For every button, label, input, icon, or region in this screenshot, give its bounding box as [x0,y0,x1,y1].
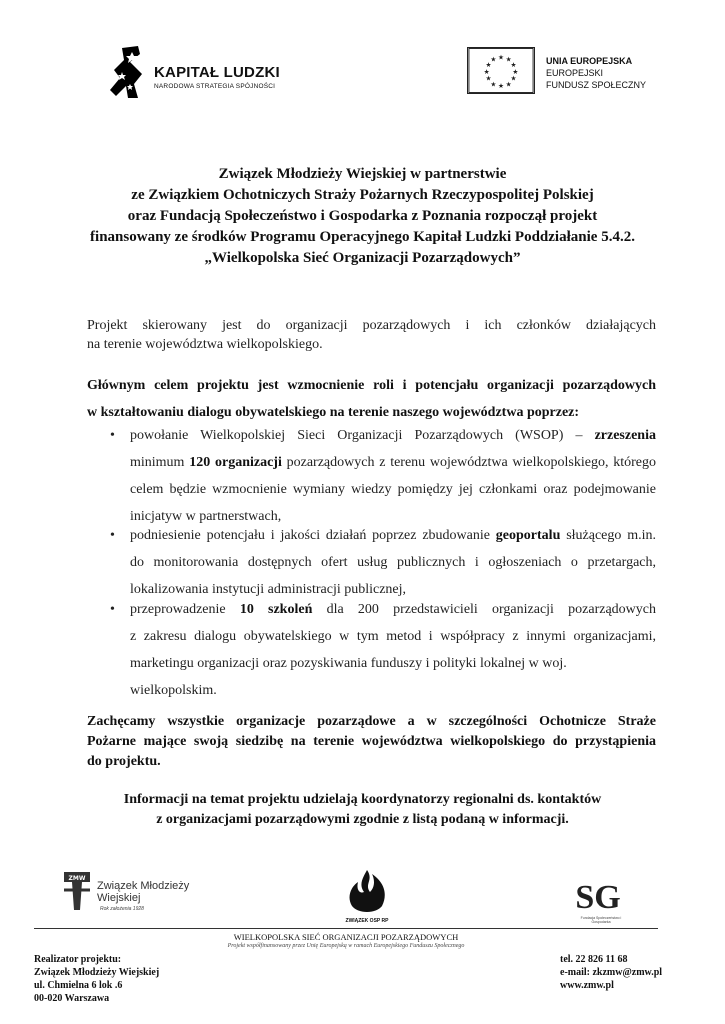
eu-line-2: EUROPEJSKI [546,68,604,78]
footer-title: WIELKOPOLSKA SIEĆ ORGANIZACJI POZARZĄDOWYCH [233,932,459,942]
goal-line: w kształtowaniu dialogu obywatelskiego na terenie naszego województwa poprzez: [87,405,580,420]
fsg-logo [571,876,637,926]
invite-paragraph [87,712,656,772]
kapital-ludzki-figure-icon [108,44,152,100]
bullet-icon: • [110,428,115,443]
address-block [34,953,159,1005]
osp-logo [334,868,400,928]
svg-text:★: ★ [512,67,519,76]
text-span: służącego m.in. [560,528,656,543]
emphasis: 120 organizacji [189,455,282,470]
fsg-mark-text: SG [575,879,621,914]
address-line: Związek Młodzieży Wiejskiej [34,967,160,978]
svg-text:★: ★ [490,55,497,64]
address-line: 00-020 Warszawa [34,993,110,1004]
svg-text:★: ★ [490,80,497,89]
address-line: Realizator projektu: [34,954,122,965]
osp-caption: ZWIĄZEK OSP RP [345,918,389,924]
text-span: pozarządowych z terenu województwa wielkopolskiego, którego [281,455,657,470]
kapital-ludzki-logo [108,44,298,100]
footer-divider [34,928,658,929]
text-span: podniesienie potencjału i jakości działań poprzez zbudowanie [130,528,496,543]
list-item-text [130,422,656,530]
page-title [60,164,665,269]
list-line [130,449,656,476]
flame-icon [342,868,392,916]
list-line [130,422,656,449]
text-span: przeprowadzenie [130,602,240,617]
svg-text:★: ★ [483,67,490,76]
bullet-icon: • [110,528,115,543]
zmw-mark-text: ZMW [68,875,86,882]
invite-line: do projektu. [87,754,161,769]
eu-line-1: UNIA EUROPEJSKA [546,56,633,66]
info-line: Informacji na temat projektu udzielają koordynatorzy regionalni ds. kontaktów [123,792,602,807]
list-line: marketingu organizacji oraz pozyskiwania funduszy i polityki lokalnej w woj. wielkopolskim. [130,656,567,698]
list-line: inicjatyw w partnerstwach, [130,509,282,524]
list-item-text [130,596,656,704]
website-link[interactable]: www.zmw.pl [560,980,614,991]
list-line: do monitorowania dostępnych ofert usług publicznych i ogłoszeniach o przetargach, [130,555,656,570]
title-line: finansowany ze środków Programu Operacyjnego Kapitał Ludzki Poddziałanie 5.4.2. [90,229,635,245]
svg-text:★: ★ [505,80,512,89]
text-span: dla 200 przedstawicieli organizacji pozarządowych [312,602,656,617]
eu-text [546,55,646,91]
title-line: Związek Młodzieży Wiejskiej w partnerstwie [218,166,507,182]
eu-flag-icon [467,47,535,94]
footer-subtitle: Projekt współfinansowany przez Unię Europejską w ramach Europejskiego Funduszu Społecznego [227,943,465,949]
text-span: minimum [130,455,190,470]
intro-line: na terenie województwa wielkopolskiego. [87,337,323,352]
bullet-icon: • [110,602,115,617]
list-line: lokalizowania instytucji administracji publicznej, [130,582,407,597]
info-paragraph [60,790,665,830]
fsg-mark-icon [571,876,625,914]
address-line: ul. Chmielna 6 lok .6 [34,980,123,991]
zmw-torch-icon [60,870,94,916]
svg-text:★: ★ [510,74,517,83]
goal-line: Głównym celem projektu jest wzmocnienie roli i potencjału organizacji pozarządowych [87,378,656,393]
svg-text:★: ★ [498,82,504,91]
svg-text:★: ★ [510,61,517,70]
zmw-name [97,880,189,904]
invite-line: Zachęcamy wszystkie organizacje pozarządowe a w szczególności Ochotnicze Straże [87,714,656,729]
fsg-caption: Fundacja Społeczeństwo i Gospodarka [580,916,622,924]
text-span: powołanie Wielkopolskiej Sieci Organizacji Pozarządowych (WSOP) – [130,428,595,443]
kapital-ludzki-subtitle: NARODOWA STRATEGIA SPÓJNOŚCI [154,83,276,90]
intro-line: Projekt skierowany jest do organizacji pozarządowych i ich członków działających [87,318,656,333]
zmw-name-line: Wiejskiej [97,892,141,904]
list-line: z zakresu dialogu obywatelskiego w tym metod i współpracy z innymi organizacjami, [130,629,656,644]
contact-block [560,953,662,992]
zmw-name-line: Związek Młodzieży [97,880,190,892]
emphasis: 10 szkoleń [239,602,313,617]
info-line: z organizacjami pozarządowymi zgodnie z listą podaną w informacji. [156,812,569,827]
svg-text:★: ★ [498,53,504,62]
invite-line: Pożarne mające swoją siedzibę na terenie województwa wielkopolskiego do przystąpienia [87,734,656,749]
email-link[interactable]: e-mail: zkzmw@zmw.pl [560,967,663,978]
list-item-text [130,522,656,603]
zmw-year: Rok założenia 1928 [100,906,144,912]
svg-text:★: ★ [485,61,492,70]
intro-paragraph [87,316,656,354]
svg-text:★: ★ [485,74,492,83]
title-line: „Wielkopolska Sieć Organizacji Pozarządowych” [204,250,521,266]
svg-text:★: ★ [505,55,512,64]
title-line: oraz Fundacją Społeczeństwo i Gospodarka z Poznania rozpoczął projekt [127,208,598,224]
eu-logo [467,47,647,99]
kapital-ludzki-title: KAPITAŁ LUDZKI [154,64,280,81]
eu-line-3: FUNDUSZ SPOŁECZNY [546,80,647,90]
title-line: ze Związkiem Ochotniczych Straży Pożarnych Rzeczypospolitej Polskiej [131,187,594,203]
emphasis: zrzeszenia [594,428,656,443]
goal-paragraph [87,372,656,426]
emphasis: geoportalu [495,528,561,543]
list-line [130,522,656,549]
list-line [130,596,656,623]
phone-text: tel. 22 826 11 68 [560,954,628,965]
zmw-logo [60,870,190,920]
list-line: celem będzie wzmocnienie wymiany wiedzy pomiędzy jej członkami oraz podejmowanie [130,482,656,497]
